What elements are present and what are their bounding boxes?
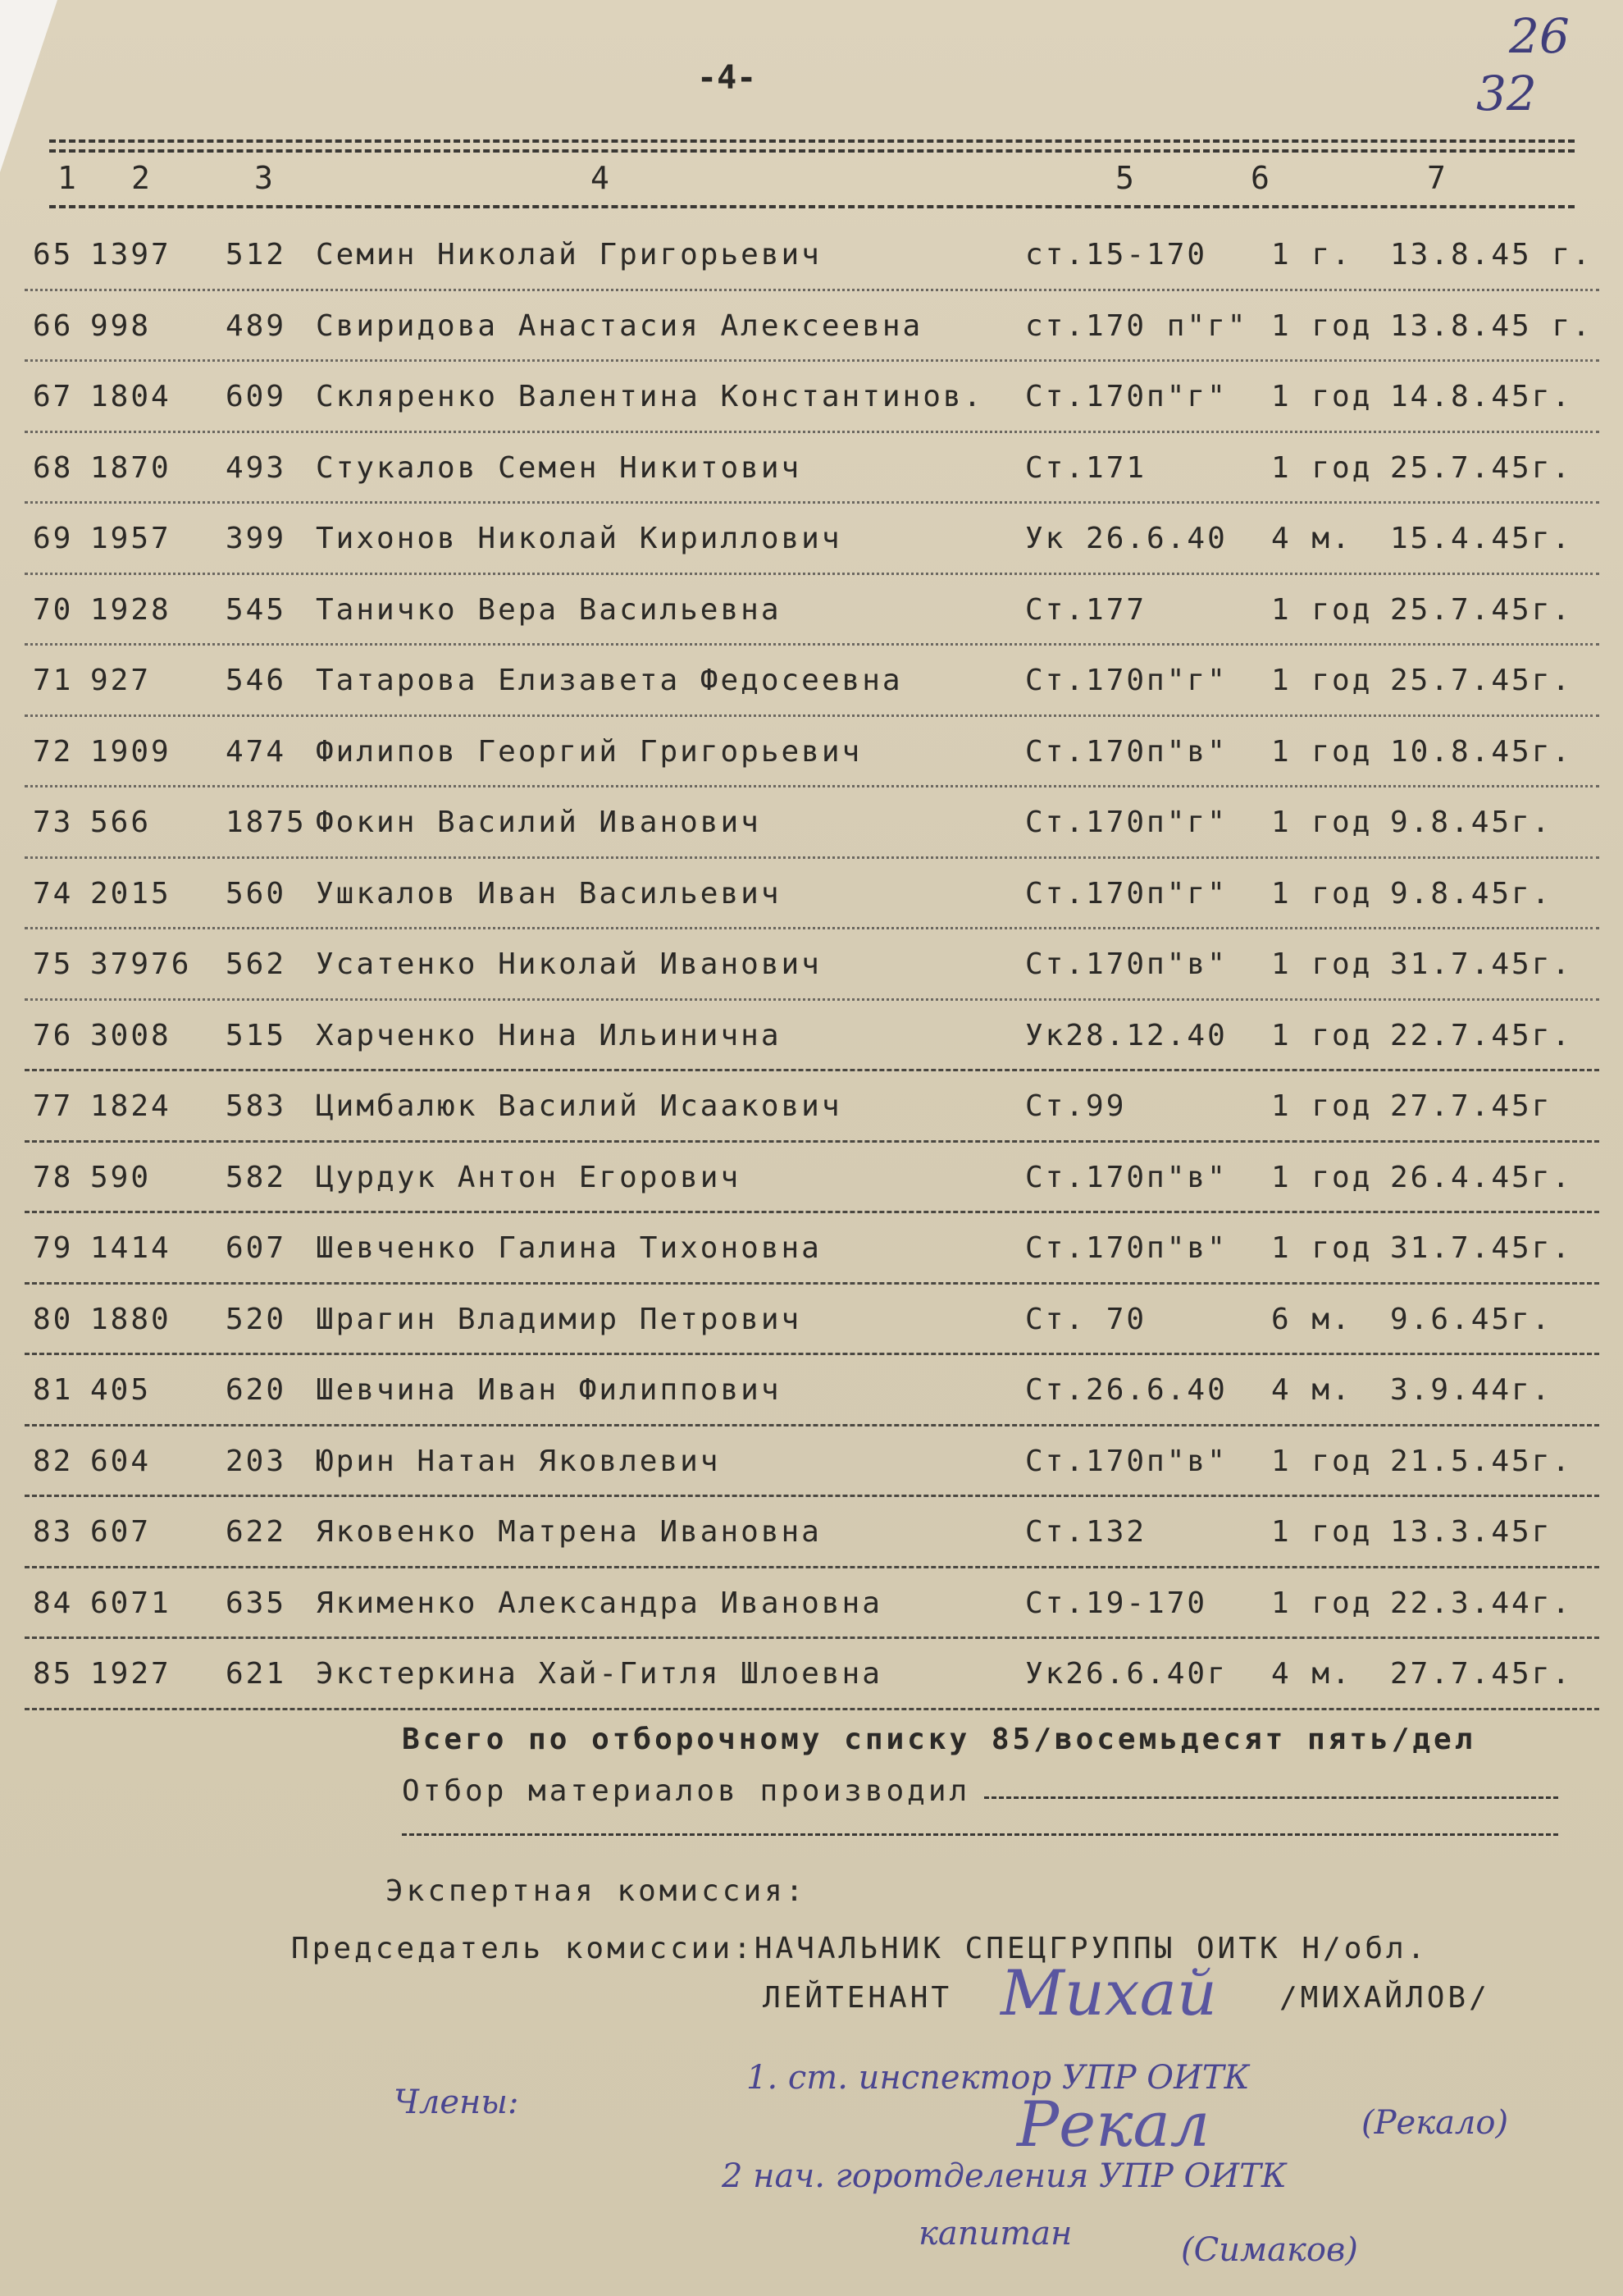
table-row bbox=[25, 1001, 1599, 1072]
term: 1 год bbox=[1271, 380, 1373, 413]
row-number: 81 bbox=[33, 1373, 74, 1407]
case-list bbox=[25, 220, 1599, 1710]
case-number: 405 bbox=[90, 1373, 152, 1407]
case-number: 566 bbox=[90, 806, 152, 839]
case-number: 927 bbox=[90, 664, 152, 697]
archive-number: 203 bbox=[226, 1444, 287, 1478]
commission-chairman: Председатель комиссии:НАЧАЛЬНИК СПЕЦГРУППЫ ОИТК Н/обл. bbox=[291, 1932, 1429, 1965]
archive-number: 1875 bbox=[226, 806, 307, 839]
case-number: 590 bbox=[90, 1160, 152, 1194]
term: 6 м. bbox=[1271, 1302, 1352, 1336]
case-number: 604 bbox=[90, 1444, 152, 1478]
full-name: Шевчина Иван Филиппович bbox=[316, 1373, 782, 1407]
row-number: 65 bbox=[33, 238, 74, 272]
full-name: Шевченко Галина Тихоновна bbox=[316, 1231, 822, 1265]
row-number: 68 bbox=[33, 450, 74, 485]
member-2-rank: капитан bbox=[919, 2215, 1073, 2253]
table-row bbox=[25, 1639, 1599, 1710]
archive-number: 583 bbox=[226, 1089, 287, 1123]
archive-number: 621 bbox=[226, 1657, 287, 1691]
release-date: 31.7.45г. bbox=[1390, 1231, 1573, 1265]
archive-folio-mark-1: 26 bbox=[1509, 8, 1570, 64]
table-row bbox=[25, 929, 1599, 1001]
release-date: 21.5.45г. bbox=[1390, 1444, 1573, 1478]
term: 1 год bbox=[1271, 947, 1373, 981]
full-name: Таничко Вера Васильевна bbox=[316, 592, 782, 627]
article: Ст.26.6.40 bbox=[1025, 1373, 1228, 1407]
archive-number: 607 bbox=[226, 1231, 287, 1265]
article: Ст.170п"г" bbox=[1025, 664, 1228, 697]
release-date: 13.8.45 г. bbox=[1390, 308, 1593, 343]
release-date: 22.7.45г. bbox=[1390, 1018, 1573, 1052]
row-number: 84 bbox=[33, 1586, 74, 1620]
article: Ст.99 bbox=[1025, 1089, 1127, 1123]
term: 1 год bbox=[1271, 1444, 1373, 1478]
full-name: Шрагин Владимир Петрович bbox=[316, 1302, 802, 1336]
full-name: Ушкалов Иван Васильевич bbox=[316, 876, 782, 911]
table-row bbox=[25, 362, 1599, 433]
chairman-name: /МИХАЙЛОВ/ bbox=[1279, 1981, 1490, 2015]
chairman-signature: Михай bbox=[1001, 1956, 1217, 2029]
article: Ст.170п"в" bbox=[1025, 1231, 1228, 1265]
full-name: Семин Николай Григорьевич bbox=[316, 238, 822, 272]
article: ст.15-170 bbox=[1025, 238, 1208, 272]
term: 1 год bbox=[1271, 1160, 1373, 1194]
term: 1 год bbox=[1271, 664, 1373, 697]
col-header-5: 5 bbox=[1115, 160, 1136, 196]
article: Ст.170п"г" bbox=[1025, 876, 1228, 911]
member-1-signature: Рекал bbox=[1017, 2088, 1210, 2161]
row-number: 85 bbox=[33, 1657, 74, 1691]
table-row bbox=[25, 220, 1599, 291]
release-date: 27.7.45г. bbox=[1390, 1657, 1573, 1691]
archive-number: 512 bbox=[226, 238, 287, 272]
row-number: 70 bbox=[33, 592, 74, 627]
term: 4 м. bbox=[1271, 1657, 1352, 1691]
row-number: 83 bbox=[33, 1515, 74, 1549]
release-date: 31.7.45г. bbox=[1390, 947, 1573, 981]
row-number: 67 bbox=[33, 380, 74, 413]
summary-total: Всего по отборочному списку 85/восемьдесят пять/дел bbox=[402, 1723, 1476, 1756]
full-name: Свиридова Анастасия Алексеевна bbox=[316, 308, 923, 343]
row-number: 74 bbox=[33, 876, 74, 911]
row-number: 71 bbox=[33, 664, 74, 697]
article: Ст. 70 bbox=[1025, 1302, 1147, 1336]
full-name: Филипов Георгий Григорьевич bbox=[316, 734, 863, 769]
full-name: Харченко Нина Ильинична bbox=[316, 1018, 782, 1052]
term: 1 год bbox=[1271, 1515, 1373, 1549]
members-label: Члены: bbox=[394, 2084, 519, 2121]
full-name: Яковенко Матрена Ивановна bbox=[316, 1515, 822, 1549]
row-number: 66 bbox=[33, 308, 74, 343]
article: Ст.19-170 bbox=[1025, 1586, 1208, 1620]
term: 4 м. bbox=[1271, 522, 1352, 555]
row-number: 80 bbox=[33, 1302, 74, 1336]
case-number: 1928 bbox=[90, 592, 171, 627]
selection-fill-line-2 bbox=[402, 1833, 1558, 1836]
row-number: 69 bbox=[33, 522, 74, 555]
archive-number: 399 bbox=[226, 522, 287, 555]
case-number: 1824 bbox=[90, 1089, 171, 1123]
term: 1 г. bbox=[1271, 238, 1352, 272]
full-name: Тихонов Николай Кириллович bbox=[316, 522, 842, 555]
archive-number: 622 bbox=[226, 1515, 287, 1549]
table-row bbox=[25, 291, 1599, 363]
archive-number: 562 bbox=[226, 947, 287, 981]
full-name: Татарова Елизавета Федосеевна bbox=[316, 664, 903, 697]
article: ст.170 п"г" bbox=[1025, 308, 1248, 343]
row-number: 82 bbox=[33, 1444, 74, 1478]
chairman-rank: ЛЕЙТЕНАНТ bbox=[763, 1981, 953, 2015]
case-number: 2015 bbox=[90, 876, 171, 911]
full-name: Усатенко Николай Иванович bbox=[316, 947, 822, 981]
table-row bbox=[25, 1355, 1599, 1426]
term: 4 м. bbox=[1271, 1373, 1352, 1407]
release-date: 14.8.45г. bbox=[1390, 380, 1573, 413]
full-name: Экстеркина Хай-Гитля Шлоевна bbox=[316, 1657, 882, 1691]
case-number: 607 bbox=[90, 1515, 152, 1549]
full-name: Стукалов Семен Никитович bbox=[316, 450, 802, 485]
table-row bbox=[25, 1143, 1599, 1214]
term: 1 год bbox=[1271, 450, 1373, 485]
full-name: Якименко Александра Ивановна bbox=[316, 1586, 882, 1620]
commission-title: Экспертная комиссия: bbox=[385, 1874, 807, 1908]
release-date: 9.6.45г. bbox=[1390, 1302, 1552, 1336]
table-row bbox=[25, 1568, 1599, 1640]
article: Ст.132 bbox=[1025, 1515, 1147, 1549]
table-row bbox=[25, 1213, 1599, 1285]
archive-number: 515 bbox=[226, 1018, 287, 1052]
term: 1 год bbox=[1271, 1586, 1373, 1620]
term: 1 год bbox=[1271, 734, 1373, 769]
article: Ст.170п"в" bbox=[1025, 1444, 1228, 1478]
term: 1 год bbox=[1271, 1089, 1373, 1123]
case-number: 1804 bbox=[90, 380, 171, 413]
release-date: 9.8.45г. bbox=[1390, 806, 1552, 839]
page-number: -4- bbox=[697, 59, 757, 97]
release-date: 13.8.45 г. bbox=[1390, 238, 1593, 272]
full-name: Скляренко Валентина Константинов. bbox=[316, 380, 984, 413]
col-header-2: 2 bbox=[131, 160, 152, 196]
full-name: Юрин Натан Яковлевич bbox=[316, 1444, 721, 1478]
case-number: 1957 bbox=[90, 522, 171, 555]
release-date: 25.7.45г. bbox=[1390, 450, 1573, 485]
case-number: 998 bbox=[90, 308, 152, 343]
case-number: 1927 bbox=[90, 1657, 171, 1691]
release-date: 26.4.45г. bbox=[1390, 1160, 1573, 1194]
archive-number: 545 bbox=[226, 592, 287, 627]
archive-number: 520 bbox=[226, 1302, 287, 1336]
release-date: 25.7.45г. bbox=[1390, 592, 1573, 627]
release-date: 25.7.45г. bbox=[1390, 664, 1573, 697]
release-date: 15.4.45г. bbox=[1390, 522, 1573, 555]
table-row bbox=[25, 859, 1599, 930]
col-header-1: 1 bbox=[57, 160, 78, 196]
header-rule-bottom bbox=[49, 205, 1575, 208]
row-number: 78 bbox=[33, 1160, 74, 1194]
table-row bbox=[25, 1426, 1599, 1498]
row-number: 75 bbox=[33, 947, 74, 981]
torn-corner bbox=[0, 0, 57, 172]
article: Ст.171 bbox=[1025, 450, 1147, 485]
header-rule-top bbox=[49, 139, 1575, 143]
col-header-7: 7 bbox=[1427, 160, 1447, 196]
table-row bbox=[25, 1497, 1599, 1568]
header-rule-top-2 bbox=[49, 149, 1575, 153]
archive-number: 609 bbox=[226, 380, 287, 413]
release-date: 3.9.44г. bbox=[1390, 1373, 1552, 1407]
full-name: Фокин Василий Иванович bbox=[316, 806, 761, 839]
col-header-4: 4 bbox=[590, 160, 611, 196]
archive-number: 620 bbox=[226, 1373, 287, 1407]
article: Ук 26.6.40 bbox=[1025, 522, 1228, 555]
release-date: 27.7.45г bbox=[1390, 1089, 1552, 1123]
release-date: 13.3.45г bbox=[1390, 1515, 1552, 1549]
term: 1 год bbox=[1271, 592, 1373, 627]
case-number: 1397 bbox=[90, 238, 171, 272]
table-row bbox=[25, 1285, 1599, 1356]
member-2: 2 нач. горотделения УПР ОИТК bbox=[722, 2157, 1287, 2195]
archive-number: 560 bbox=[226, 876, 287, 911]
table-row bbox=[25, 646, 1599, 717]
table-row bbox=[25, 575, 1599, 646]
article: Ст.170п"в" bbox=[1025, 1160, 1228, 1194]
case-number: 3008 bbox=[90, 1018, 171, 1052]
member-1: 1. ст. инспектор УПР ОИТК bbox=[746, 2059, 1250, 2097]
term: 1 год bbox=[1271, 806, 1373, 839]
col-header-6: 6 bbox=[1251, 160, 1271, 196]
archive-number: 493 bbox=[226, 450, 287, 485]
column-header-row bbox=[57, 160, 1575, 209]
row-number: 79 bbox=[33, 1231, 74, 1265]
full-name: Цурдук Антон Егорович bbox=[316, 1160, 741, 1194]
row-number: 72 bbox=[33, 734, 74, 769]
row-number: 76 bbox=[33, 1018, 74, 1052]
article: Ст.170п"г" bbox=[1025, 806, 1228, 839]
term: 1 год bbox=[1271, 1018, 1373, 1052]
archive-number: 546 bbox=[226, 664, 287, 697]
table-row bbox=[25, 717, 1599, 788]
summary-selection: Отбор материалов производил bbox=[402, 1774, 971, 1808]
article: Ук28.12.40 bbox=[1025, 1018, 1228, 1052]
release-date: 10.8.45г. bbox=[1390, 734, 1573, 769]
case-number: 1870 bbox=[90, 450, 171, 485]
table-row bbox=[25, 504, 1599, 575]
article: Ст.177 bbox=[1025, 592, 1147, 627]
term: 1 год bbox=[1271, 876, 1373, 911]
member-2-name: (Симаков) bbox=[1181, 2231, 1358, 2269]
case-number: 1880 bbox=[90, 1302, 171, 1336]
article: Ук26.6.40г bbox=[1025, 1657, 1228, 1691]
case-number: 1414 bbox=[90, 1231, 171, 1265]
selection-fill-line bbox=[984, 1796, 1558, 1799]
table-row bbox=[25, 433, 1599, 504]
case-number: 37976 bbox=[90, 947, 192, 981]
archive-number: 474 bbox=[226, 734, 287, 769]
release-date: 9.8.45г. bbox=[1390, 876, 1552, 911]
article: Ст.170п"в" bbox=[1025, 947, 1228, 981]
case-number: 1909 bbox=[90, 734, 171, 769]
archive-folio-mark-2: 32 bbox=[1476, 66, 1537, 121]
full-name: Цимбалюк Василий Исаакович bbox=[316, 1089, 842, 1123]
col-header-3: 3 bbox=[254, 160, 275, 196]
case-number: 6071 bbox=[90, 1586, 171, 1620]
release-date: 22.3.44г. bbox=[1390, 1586, 1573, 1620]
article: Ст.170п"в" bbox=[1025, 734, 1228, 769]
archive-number: 489 bbox=[226, 308, 287, 343]
term: 1 год bbox=[1271, 308, 1373, 343]
row-number: 77 bbox=[33, 1089, 74, 1123]
archive-number: 582 bbox=[226, 1160, 287, 1194]
member-1-name: (Рекало) bbox=[1361, 2104, 1509, 2142]
article: Ст.170п"г" bbox=[1025, 380, 1228, 413]
row-number: 73 bbox=[33, 806, 74, 839]
archive-number: 635 bbox=[226, 1586, 287, 1620]
table-row bbox=[25, 1071, 1599, 1143]
table-row bbox=[25, 787, 1599, 859]
term: 1 год bbox=[1271, 1231, 1373, 1265]
